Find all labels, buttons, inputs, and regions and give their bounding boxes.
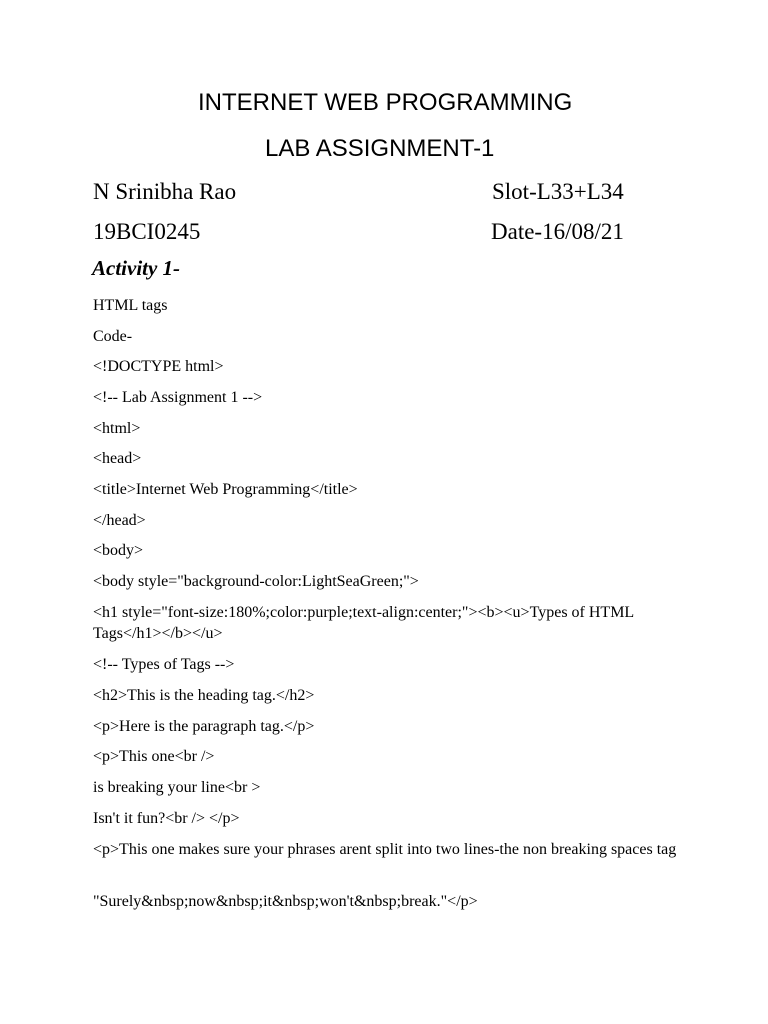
code-line: <!-- Types of Tags --> — [93, 656, 235, 673]
activity-heading: Activity 1- — [92, 256, 181, 280]
activity-subtitle: HTML tags — [93, 297, 168, 314]
code-line: <html> — [93, 420, 141, 437]
code-line: <p>This one<br /> — [93, 748, 215, 765]
code-line: <h1 style="font-size:180%;color:purple;text-align:center;"><b><u>Types of HTML Tags</h1></b></u> — [93, 604, 634, 642]
code-label: Code- — [93, 328, 133, 345]
code-line: Isn't it fun?<br /> </p> — [93, 810, 240, 827]
code-line: <p>This one makes sure your phrases arent split into two lines-the non breaking spaces tag — [93, 841, 677, 858]
code-line: <h2>This is the heading tag.</h2> — [93, 687, 315, 704]
code-line: "Surely&nbsp;now&nbsp;it&nbsp;won't&nbsp;break."</p> — [93, 893, 478, 910]
student-name: N Srinibha Rao — [93, 179, 237, 204]
slot-info: Slot-L33+L34 — [492, 179, 624, 204]
code-line: <!DOCTYPE html> — [93, 358, 224, 375]
code-line: <body> — [93, 542, 144, 559]
date-info: Date-16/08/21 — [491, 219, 624, 244]
code-line: <head> — [93, 450, 142, 467]
registration-number: 19BCI0245 — [93, 219, 201, 244]
assignment-title: LAB ASSIGNMENT-1 — [265, 135, 495, 162]
code-line: <!-- Lab Assignment 1 --> — [93, 389, 263, 406]
code-line: <title>Internet Web Programming</title> — [93, 481, 358, 498]
code-line: </head> — [93, 512, 146, 529]
document-title: INTERNET WEB PROGRAMMING — [198, 89, 573, 116]
code-line: is breaking your line<br > — [93, 779, 261, 796]
code-line: <body style="background-color:LightSeaGreen;"> — [93, 573, 419, 590]
code-line: <p>Here is the paragraph tag.</p> — [93, 718, 315, 735]
